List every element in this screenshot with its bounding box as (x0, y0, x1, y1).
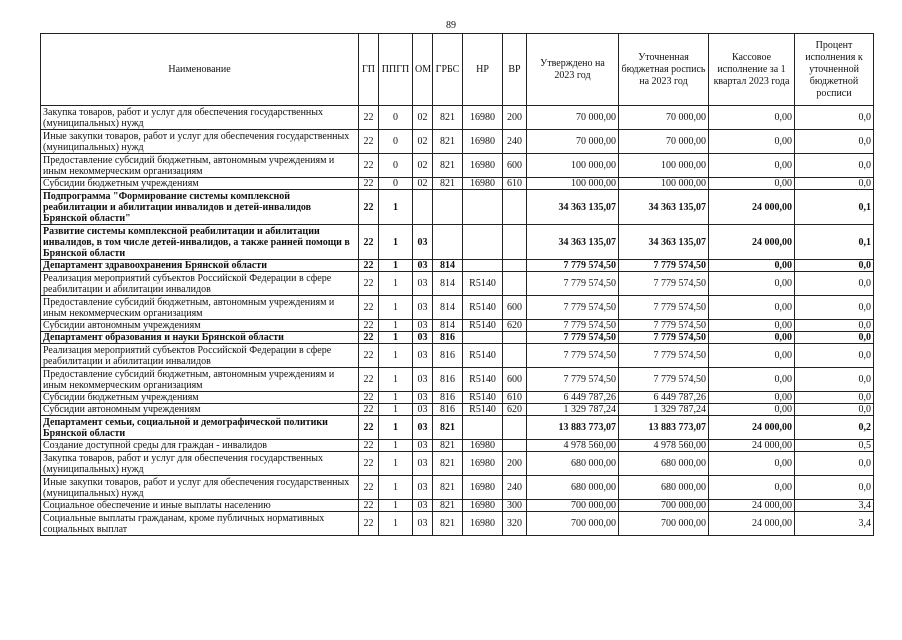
cell-grbs: 814 (433, 296, 463, 320)
cell-approved: 7 779 574,50 (527, 332, 619, 344)
table-row (41, 452, 874, 476)
cell-om: 02 (413, 106, 433, 130)
cell-gp: 22 (359, 272, 379, 296)
cell-name: Предоставление субсидий бюджетным, автономным учреждениям и иным некоммерческим организациям (41, 368, 359, 392)
cell-percent: 0,0 (795, 130, 874, 154)
cell-cash: 24 000,00 (709, 190, 795, 225)
cell-percent: 0,0 (795, 154, 874, 178)
cell-gp: 22 (359, 320, 379, 332)
cell-gp: 22 (359, 368, 379, 392)
cell-percent: 0,0 (795, 392, 874, 404)
cell-ppgp: 0 (379, 178, 413, 190)
header-grbs: ГРБС (433, 34, 463, 106)
cell-vr: 620 (503, 404, 527, 416)
cell-revised: 700 000,00 (619, 500, 709, 512)
cell-nr: R5140 (463, 296, 503, 320)
cell-vr: 200 (503, 452, 527, 476)
cell-ppgp: 1 (379, 225, 413, 260)
cell-cash: 24 000,00 (709, 416, 795, 440)
table-row (41, 272, 874, 296)
cell-nr: R5140 (463, 272, 503, 296)
cell-gp: 22 (359, 440, 379, 452)
cell-percent: 0,0 (795, 272, 874, 296)
cell-revised: 70 000,00 (619, 130, 709, 154)
cell-om: 03 (413, 440, 433, 452)
cell-revised: 7 779 574,50 (619, 260, 709, 272)
cell-gp: 22 (359, 500, 379, 512)
table-row (41, 344, 874, 368)
cell-nr: 16980 (463, 512, 503, 536)
cell-vr: 240 (503, 130, 527, 154)
cell-grbs: 814 (433, 320, 463, 332)
cell-om: 03 (413, 404, 433, 416)
cell-revised: 1 329 787,24 (619, 404, 709, 416)
cell-revised: 680 000,00 (619, 452, 709, 476)
cell-nr (463, 332, 503, 344)
cell-om: 03 (413, 344, 433, 368)
cell-nr: R5140 (463, 344, 503, 368)
cell-cash: 0,00 (709, 178, 795, 190)
cell-percent: 0,0 (795, 320, 874, 332)
cell-percent: 3,4 (795, 512, 874, 536)
cell-cash: 0,00 (709, 130, 795, 154)
cell-approved: 70 000,00 (527, 130, 619, 154)
cell-revised: 7 779 574,50 (619, 332, 709, 344)
cell-approved: 100 000,00 (527, 178, 619, 190)
cell-cash: 24 000,00 (709, 440, 795, 452)
cell-revised: 7 779 574,50 (619, 344, 709, 368)
cell-grbs: 816 (433, 368, 463, 392)
cell-gp: 22 (359, 296, 379, 320)
cell-grbs: 821 (433, 452, 463, 476)
cell-revised: 680 000,00 (619, 476, 709, 500)
cell-name: Создание доступной среды для граждан - инвалидов (41, 440, 359, 452)
cell-om: 03 (413, 452, 433, 476)
cell-gp: 22 (359, 392, 379, 404)
cell-revised: 6 449 787,26 (619, 392, 709, 404)
cell-ppgp: 1 (379, 296, 413, 320)
header-revised: Уточненная бюджетная роспись на 2023 год (619, 34, 709, 106)
cell-percent: 0,5 (795, 440, 874, 452)
cell-approved: 34 363 135,07 (527, 190, 619, 225)
cell-revised: 7 779 574,50 (619, 296, 709, 320)
cell-grbs: 821 (433, 106, 463, 130)
cell-vr: 620 (503, 320, 527, 332)
cell-approved: 7 779 574,50 (527, 272, 619, 296)
header-cash: Кассовое исполнение за 1 квартал 2023 года (709, 34, 795, 106)
cell-revised: 100 000,00 (619, 178, 709, 190)
cell-cash: 0,00 (709, 320, 795, 332)
cell-nr: R5140 (463, 404, 503, 416)
cell-nr: 16980 (463, 106, 503, 130)
cell-cash: 0,00 (709, 452, 795, 476)
cell-om: 02 (413, 178, 433, 190)
cell-vr: 240 (503, 476, 527, 500)
cell-vr: 200 (503, 106, 527, 130)
cell-revised: 700 000,00 (619, 512, 709, 536)
header-name: Наименование (41, 34, 359, 106)
cell-name: Реализация мероприятий субъектов Российской Федерации в сфере реабилитации и абилитации инвалидов (41, 344, 359, 368)
cell-percent: 0,0 (795, 404, 874, 416)
cell-approved: 100 000,00 (527, 154, 619, 178)
cell-approved: 7 779 574,50 (527, 344, 619, 368)
cell-gp: 22 (359, 130, 379, 154)
table-row (41, 296, 874, 320)
cell-revised: 70 000,00 (619, 106, 709, 130)
cell-grbs: 816 (433, 392, 463, 404)
cell-gp: 22 (359, 452, 379, 476)
header-vr: ВР (503, 34, 527, 106)
cell-nr: R5140 (463, 368, 503, 392)
table-row (41, 440, 874, 452)
cell-vr (503, 225, 527, 260)
cell-name: Социальное обеспечение и иные выплаты населению (41, 500, 359, 512)
cell-name: Закупка товаров, работ и услуг для обеспечения государственных (муниципальных) нужд (41, 452, 359, 476)
cell-ppgp: 1 (379, 512, 413, 536)
cell-nr (463, 416, 503, 440)
cell-nr: 16980 (463, 452, 503, 476)
cell-nr (463, 190, 503, 225)
cell-percent: 0,0 (795, 296, 874, 320)
cell-om: 03 (413, 225, 433, 260)
cell-percent: 0,2 (795, 416, 874, 440)
cell-gp: 22 (359, 416, 379, 440)
cell-percent: 0,0 (795, 332, 874, 344)
cell-approved: 7 779 574,50 (527, 296, 619, 320)
cell-revised: 4 978 560,00 (619, 440, 709, 452)
cell-om (413, 190, 433, 225)
cell-nr: 16980 (463, 154, 503, 178)
header-om: ОМ (413, 34, 433, 106)
cell-percent: 0,0 (795, 368, 874, 392)
cell-cash: 24 000,00 (709, 500, 795, 512)
cell-revised: 7 779 574,50 (619, 320, 709, 332)
cell-om: 03 (413, 320, 433, 332)
cell-approved: 680 000,00 (527, 452, 619, 476)
cell-grbs: 814 (433, 260, 463, 272)
cell-cash: 24 000,00 (709, 225, 795, 260)
cell-vr: 610 (503, 392, 527, 404)
cell-name: Предоставление субсидий бюджетным, автономным учреждениям и иным некоммерческим организациям (41, 296, 359, 320)
table-row (41, 260, 874, 272)
cell-approved: 7 779 574,50 (527, 368, 619, 392)
header-nr: НР (463, 34, 503, 106)
cell-cash: 0,00 (709, 260, 795, 272)
cell-percent: 0,0 (795, 452, 874, 476)
cell-om: 02 (413, 154, 433, 178)
cell-gp: 22 (359, 178, 379, 190)
table-row (41, 392, 874, 404)
cell-ppgp: 1 (379, 368, 413, 392)
cell-grbs: 821 (433, 440, 463, 452)
table-row (41, 320, 874, 332)
cell-vr (503, 416, 527, 440)
cell-approved: 7 779 574,50 (527, 260, 619, 272)
cell-ppgp: 0 (379, 154, 413, 178)
cell-nr: R5140 (463, 320, 503, 332)
cell-name: Иные закупки товаров, работ и услуг для обеспечения государственных (муниципальных) нужд (41, 130, 359, 154)
cell-cash: 0,00 (709, 272, 795, 296)
cell-vr (503, 440, 527, 452)
cell-cash: 0,00 (709, 344, 795, 368)
cell-om: 03 (413, 296, 433, 320)
cell-grbs: 821 (433, 130, 463, 154)
cell-nr: 16980 (463, 130, 503, 154)
cell-vr (503, 260, 527, 272)
cell-gp: 22 (359, 260, 379, 272)
cell-revised: 13 883 773,07 (619, 416, 709, 440)
cell-name: Реализация мероприятий субъектов Российской Федерации в сфере реабилитации и абилитации инвалидов (41, 272, 359, 296)
cell-ppgp: 1 (379, 452, 413, 476)
cell-ppgp: 0 (379, 130, 413, 154)
cell-ppgp: 1 (379, 344, 413, 368)
cell-percent: 0,1 (795, 225, 874, 260)
cell-gp: 22 (359, 476, 379, 500)
cell-cash: 0,00 (709, 368, 795, 392)
cell-ppgp: 1 (379, 320, 413, 332)
cell-vr (503, 344, 527, 368)
cell-nr: 16980 (463, 440, 503, 452)
cell-name: Департамент семьи, социальной и демографической политики Брянской области (41, 416, 359, 440)
cell-ppgp: 1 (379, 416, 413, 440)
table-row (41, 512, 874, 536)
cell-nr: 16980 (463, 476, 503, 500)
cell-vr: 600 (503, 368, 527, 392)
cell-gp: 22 (359, 512, 379, 536)
cell-nr: R5140 (463, 392, 503, 404)
table-row (41, 404, 874, 416)
cell-grbs: 821 (433, 500, 463, 512)
cell-om: 03 (413, 272, 433, 296)
cell-gp: 22 (359, 344, 379, 368)
cell-cash: 0,00 (709, 296, 795, 320)
cell-vr: 600 (503, 154, 527, 178)
cell-vr: 320 (503, 512, 527, 536)
cell-om: 03 (413, 368, 433, 392)
cell-grbs: 816 (433, 332, 463, 344)
cell-gp: 22 (359, 225, 379, 260)
table-row (41, 500, 874, 512)
cell-gp: 22 (359, 190, 379, 225)
cell-percent: 0,0 (795, 260, 874, 272)
cell-grbs: 821 (433, 512, 463, 536)
cell-percent: 0,1 (795, 190, 874, 225)
header-ppgp: ППГП (379, 34, 413, 106)
cell-om: 03 (413, 416, 433, 440)
cell-name: Закупка товаров, работ и услуг для обеспечения государственных (муниципальных) нужд (41, 106, 359, 130)
cell-cash: 0,00 (709, 476, 795, 500)
table-header-row (41, 34, 874, 106)
cell-ppgp: 1 (379, 260, 413, 272)
cell-om: 03 (413, 260, 433, 272)
cell-cash: 0,00 (709, 392, 795, 404)
cell-cash: 0,00 (709, 404, 795, 416)
page-number: 89 (446, 20, 456, 31)
cell-grbs: 821 (433, 416, 463, 440)
table-body (41, 106, 874, 536)
cell-approved: 70 000,00 (527, 106, 619, 130)
cell-grbs: 814 (433, 272, 463, 296)
cell-ppgp: 1 (379, 272, 413, 296)
cell-percent: 0,0 (795, 178, 874, 190)
header-gp: ГП (359, 34, 379, 106)
cell-approved: 4 978 560,00 (527, 440, 619, 452)
table-row (41, 476, 874, 500)
cell-ppgp: 1 (379, 392, 413, 404)
table-row (41, 368, 874, 392)
cell-ppgp: 1 (379, 190, 413, 225)
cell-approved: 7 779 574,50 (527, 320, 619, 332)
cell-nr (463, 260, 503, 272)
cell-ppgp: 1 (379, 440, 413, 452)
cell-name: Департамент образования и науки Брянской области (41, 332, 359, 344)
cell-approved: 6 449 787,26 (527, 392, 619, 404)
cell-ppgp: 1 (379, 332, 413, 344)
cell-cash: 24 000,00 (709, 512, 795, 536)
cell-grbs (433, 190, 463, 225)
cell-nr: 16980 (463, 178, 503, 190)
cell-om: 03 (413, 476, 433, 500)
cell-revised: 34 363 135,07 (619, 190, 709, 225)
table-row (41, 416, 874, 440)
cell-grbs: 821 (433, 154, 463, 178)
cell-om: 03 (413, 512, 433, 536)
cell-nr: 16980 (463, 500, 503, 512)
table-row (41, 190, 874, 225)
cell-gp: 22 (359, 154, 379, 178)
cell-revised: 7 779 574,50 (619, 272, 709, 296)
header-percent: Процент исполнения к уточненной бюджетной росписи (795, 34, 874, 106)
cell-vr (503, 190, 527, 225)
cell-name: Подпрограмма "Формирование системы комплексной реабилитации и абилитации инвалидов и детей-инвалидов Брянской области" (41, 190, 359, 225)
cell-grbs (433, 225, 463, 260)
cell-om: 03 (413, 332, 433, 344)
cell-name: Предоставление субсидий бюджетным, автономным учреждениям и иным некоммерческим организациям (41, 154, 359, 178)
cell-nr (463, 225, 503, 260)
cell-name: Социальные выплаты гражданам, кроме публичных нормативных социальных выплат (41, 512, 359, 536)
table-row (41, 154, 874, 178)
cell-approved: 680 000,00 (527, 476, 619, 500)
cell-om: 03 (413, 392, 433, 404)
cell-approved: 700 000,00 (527, 512, 619, 536)
cell-om: 02 (413, 130, 433, 154)
cell-name: Субсидии автономным учреждениям (41, 320, 359, 332)
cell-approved: 1 329 787,24 (527, 404, 619, 416)
cell-grbs: 821 (433, 476, 463, 500)
cell-percent: 3,4 (795, 500, 874, 512)
table-row (41, 225, 874, 260)
cell-grbs: 816 (433, 404, 463, 416)
cell-om: 03 (413, 500, 433, 512)
cell-vr (503, 272, 527, 296)
table-row (41, 130, 874, 154)
cell-name: Иные закупки товаров, работ и услуг для обеспечения государственных (муниципальных) нужд (41, 476, 359, 500)
cell-approved: 13 883 773,07 (527, 416, 619, 440)
cell-revised: 100 000,00 (619, 154, 709, 178)
cell-vr: 600 (503, 296, 527, 320)
cell-approved: 700 000,00 (527, 500, 619, 512)
cell-name: Субсидии автономным учреждениям (41, 404, 359, 416)
cell-grbs: 816 (433, 344, 463, 368)
cell-name: Департамент здравоохранения Брянской области (41, 260, 359, 272)
table-row (41, 178, 874, 190)
cell-vr: 300 (503, 500, 527, 512)
cell-cash: 0,00 (709, 332, 795, 344)
cell-gp: 22 (359, 332, 379, 344)
table-row (41, 332, 874, 344)
table-row (41, 106, 874, 130)
cell-ppgp: 1 (379, 500, 413, 512)
cell-vr: 610 (503, 178, 527, 190)
cell-name: Субсидии бюджетным учреждениям (41, 392, 359, 404)
cell-grbs: 821 (433, 178, 463, 190)
cell-gp: 22 (359, 404, 379, 416)
cell-percent: 0,0 (795, 476, 874, 500)
cell-cash: 0,00 (709, 154, 795, 178)
cell-percent: 0,0 (795, 106, 874, 130)
cell-percent: 0,0 (795, 344, 874, 368)
cell-ppgp: 0 (379, 106, 413, 130)
cell-vr (503, 332, 527, 344)
cell-name: Развитие системы комплексной реабилитации и абилитации инвалидов, в том числе детей-инвалидов, а также ранней помощи в Брянской области (41, 225, 359, 260)
cell-revised: 7 779 574,50 (619, 368, 709, 392)
cell-name: Субсидии бюджетным учреждениям (41, 178, 359, 190)
budget-table (40, 33, 874, 536)
cell-cash: 0,00 (709, 106, 795, 130)
cell-gp: 22 (359, 106, 379, 130)
header-approved: Утверждено на 2023 год (527, 34, 619, 106)
cell-revised: 34 363 135,07 (619, 225, 709, 260)
cell-ppgp: 1 (379, 404, 413, 416)
cell-ppgp: 1 (379, 476, 413, 500)
cell-approved: 34 363 135,07 (527, 225, 619, 260)
